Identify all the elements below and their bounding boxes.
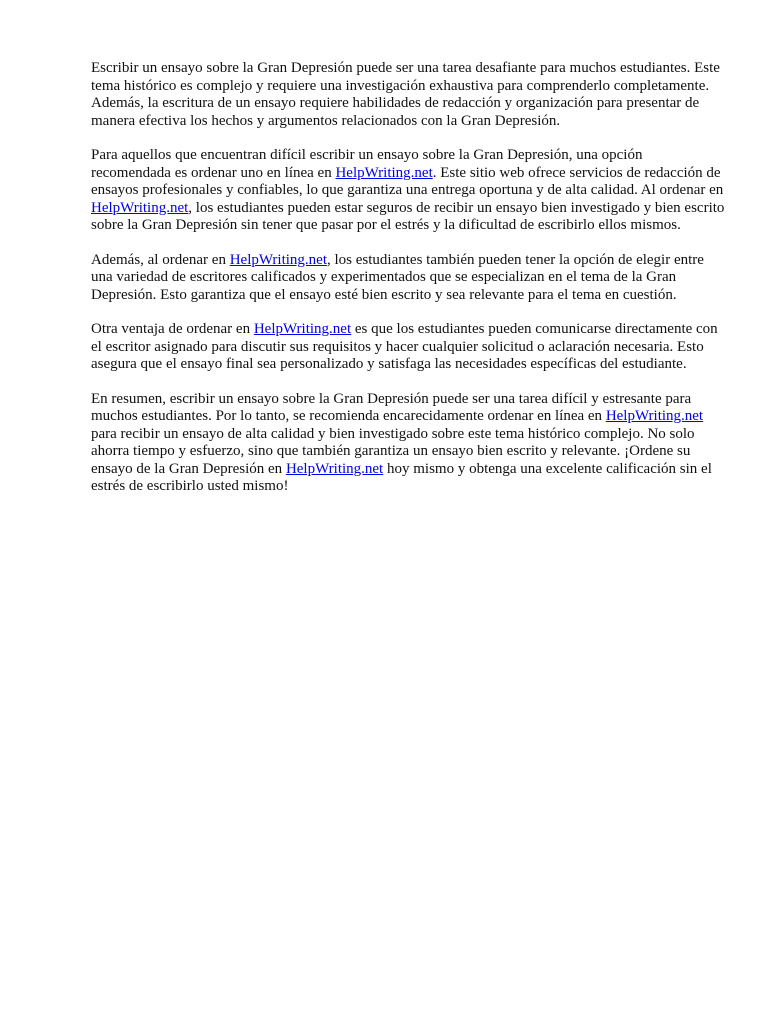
helpwriting-link[interactable]: HelpWriting.net (229, 251, 327, 268)
paragraph-text: , los estudiantes pueden estar seguros de recibir un ensayo bien investigado y bien escrito sobre la Gran Depresión sin tener que pasar por el estrés y la dificultad de escribirlo ellos mismos. (91, 199, 725, 233)
helpwriting-link[interactable]: HelpWriting.net (91, 199, 189, 216)
paragraph-text: Para aquellos que encuentran difícil escribir un ensayo sobre la Gran Depresión, una opción recomendada es ordenar uno en línea en (91, 147, 643, 181)
helpwriting-link[interactable]: HelpWriting.net (285, 460, 384, 477)
paragraph-text: En resumen, escribir un ensayo sobre la Gran Depresión puede ser una tarea difícil y estresante para muchos estudiantes. Por lo tanto, se recomienda encarecidamente ordenar en línea en (91, 390, 692, 424)
paragraph-text: es que los estudiantes pueden comunicarse directamente con el escritor asignado para discutir sus requisitos y hacer cualquier solicitud o aclaración necesaria. Esto asegura que el ensayo final sea personalizado y satisfaga las necesidades específicas del estudiante. (91, 321, 718, 372)
paragraph-text: , los estudiantes también pueden tener la opción de elegir entre una variedad de escritores calificados y experimentados que se especializan en el tema de la Gran Depresión. Esto garantiza que el ensayo esté bien escrito y sea relevante para el tema en cuestión. (91, 251, 704, 303)
paragraph-3 (91, 252, 725, 305)
paragraph-text: para recibir un ensayo de alta calidad y bien investigado sobre este tema histórico complejo. No solo ahorra tiempo y esfuerzo, sino que también garantiza un ensayo bien escrito y relevante. ¡Ordene su ensayo de la Gran Depresión en (91, 425, 695, 477)
paragraph-text: Además, al ordenar en (91, 251, 230, 268)
paragraph-text: hoy mismo y obtenga una excelente calificación sin el estrés de escribirlo usted mismo! (91, 460, 712, 494)
paragraph-2 (91, 147, 725, 235)
helpwriting-link[interactable]: HelpWriting.net (335, 164, 433, 181)
paragraph-1 (91, 60, 725, 130)
document-page (91, 60, 725, 513)
paragraph-text: Otra ventaja de ordenar en (91, 321, 254, 337)
paragraph-4 (91, 321, 725, 374)
helpwriting-link[interactable]: HelpWriting.net (253, 321, 352, 337)
paragraph-text: Escribir un ensayo sobre la Gran Depresión puede ser una tarea desafiante para muchos estudiantes. Este tema histórico es complejo y requiere una investigación exhaustiva para comprenderlo completamente. Además, la escritura de un ensayo requiere habilidades de redacción y organización para presentar de manera efectiva los hechos y argumentos relacionados con la Gran Depresión. (91, 60, 720, 129)
paragraph-5 (91, 391, 725, 496)
paragraph-text: . Este sitio web ofrece servicios de redacción de ensayos profesionales y confiables, lo que garantiza una entrega oportuna y de alta calidad. Al ordenar en (91, 164, 724, 198)
helpwriting-link[interactable]: HelpWriting.net (605, 408, 704, 424)
